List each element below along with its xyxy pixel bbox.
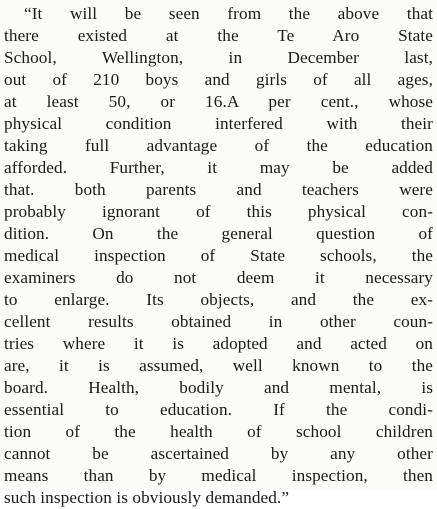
text-line: probably ignorant of this physical con- [4,202,433,221]
text-line: to enlarge. Its objects, and the ex- [4,290,433,309]
text-line: are, it is assumed, well known to the [4,356,433,375]
text-line: tion of the health of school children [4,422,433,441]
text-line: examiners do not deem it necessary [4,268,433,287]
text-line: at least 50, or 16.A per cent., whose [4,92,433,111]
article-paragraph [4,3,433,509]
text-line: physical condition interfered with their [4,114,433,133]
text-line: board. Health, bodily and mental, is [4,378,433,397]
text-line: cellent results obtained in other coun- [4,312,433,331]
text-line: cannot be ascertained by any other [4,444,433,463]
text-line: School, Wellington, in December last, [4,48,433,67]
text-line: dition. On the general question of [4,224,433,243]
text-line: afforded. Further, it may be added [4,158,433,177]
text-line: taking full advantage of the education [4,136,433,155]
text-line: that. both parents and teachers were [4,180,433,199]
text-line: medical inspection of State schools, the [4,246,433,265]
text-line: such inspection is obviously demanded.” [4,488,290,507]
text-line: means than by medical inspection, then [4,466,433,485]
text-line: essential to education. If the condi- [4,400,433,419]
text-line: “It will be seen from the above that [24,4,433,23]
text-line: out of 210 boys and girls of all ages, [4,70,433,89]
text-line: there existed at the Te Aro State [4,26,433,45]
text-line: tries where it is adopted and acted on [4,334,433,353]
